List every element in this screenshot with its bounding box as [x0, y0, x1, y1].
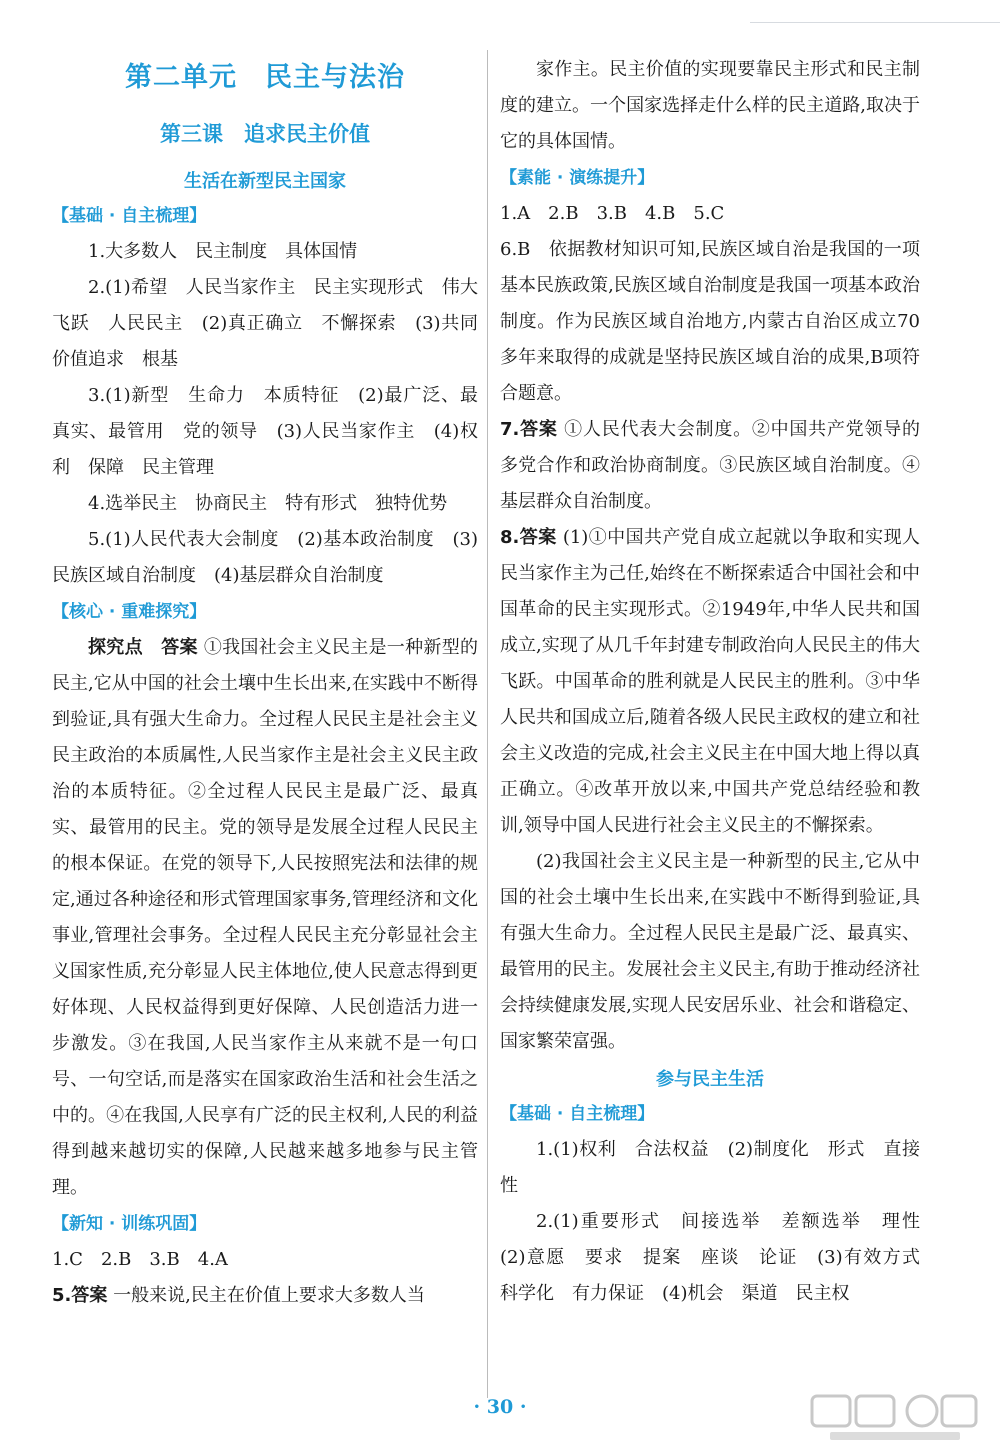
q5-answer [52, 1278, 478, 1314]
core-text: ①我国社会主义民主是一种新型的民主,它从中国的社会土壤中生长出来,在实践中不断得到验证,具有强大生命力。全过程人民民主是社会主义民主政治的本质属性,人民当家作主是社会主义民主政治的本质特征。②全过程人民民主是最广泛、最真实、最管用的民主。党的领导是发展全过程人民民主的根本保证。在党的领导下,人民按照宪法和法律的规定,通过各种途径和形式管理国家事务,管理经济和文化事业,管理社会事务。全过程人民民主充分彰显社会主义国家性质,充分彰显人民主体地位,使人民意志得到更好体现、人民权益得到更好保障、人民创造活力进一步激发。③在我国,人民当家作主从来就不是一句口号、一句空话,而是落实在国家政治生活和社会生活之中的。④在我国,人民享有广泛的民主权利,人民的利益得到越来越切实的保障,人民越来越多地参与民主管理。 [52, 637, 479, 1198]
new-answers: 1.C 2.B 3.B 4.A [52, 1249, 228, 1270]
q8-text: (1)①中国共产党自成立起就以争取和实现人民当家作主为己任,始终在不断探索适合中国社会和中国革命的民主实现形式。②1949年,中华人民共和国成立,实现了从几千年封建专制政治向人民民主的伟大飞跃。中国革命的胜利就是人民民主的胜利。③中华人民共和国成立后,随着各级人民民主政权的建立和社会主义改造的完成,社会主义民主在中国大地上得以真正确立。④改革开放以来,中国共产党总结经验和教训,领导中国人民进行社会主义民主的不懈探索。 [500, 527, 920, 836]
skill-header: 【素能 · 演练提升】 [500, 168, 655, 188]
basic-header: 【基础 · 自主梳理】 [52, 206, 207, 226]
section-title-1: 生活在新型民主国家 [184, 171, 346, 192]
unit-title: 第二单元 民主与法治 [125, 62, 405, 93]
section-title-2: 参与民主生活 [656, 1069, 764, 1090]
q8-label: 8.答案 [500, 527, 557, 548]
left-column [52, 52, 478, 1314]
core-answer [52, 630, 478, 1206]
q7-answer [500, 412, 920, 520]
q5-continuation: 家作主。民主价值的实现要靠民主形式和民主制度的建立。一个国家选择走什么样的民主道路,取决于它的具体国情。 [500, 59, 920, 152]
q8-answer-part2: (2)我国社会主义民主是一种新型的民主,它从中国的社会土壤中生长出来,在实践中不断得到验证,具有强大生命力。全过程人民民主是最广泛、最真实、最管用的民主。发展社会主义民主,有助于推动经济社会持续健康发展,实现人民安居乐业、社会和谐稳定、国家繁荣富强。 [500, 851, 920, 1052]
lesson-title: 第三课 追求民主价值 [160, 122, 370, 146]
basic2-item-1: 1.(1)权利 合法权益 (2)制度化 形式 直接性 [500, 1139, 920, 1196]
watermark-logo [810, 1392, 980, 1444]
core-label: 探究点 答案 [88, 637, 198, 658]
right-column [500, 52, 938, 1312]
new-header: 【新知 · 训练巩固】 [52, 1214, 207, 1234]
q5-text: 一般来说,民主在价值上要求大多数人当 [113, 1285, 425, 1306]
q6-answer: 6.B 依据教材知识可知,民族区域自治是我国的一项基本民族政策,民族区域自治制度是我国一项基本政治制度。作为民族区域自治地方,内蒙古自治区成立70多年来取得的成就是坚持民族区域自治的成果,B项符合题意。 [500, 239, 920, 404]
q7-text: ①人民代表大会制度。②中国共产党领导的多党合作和政治协商制度。③民族区域自治制度。④基层群众自治制度。 [500, 419, 920, 512]
basic-item-5: 5.(1)人民代表大会制度 (2)基本政治制度 (3)民族区域自治制度 (4)基层群众自治制度 [52, 529, 478, 586]
basic-item-3: 3.(1)新型 生命力 本质特征 (2)最广泛、最真实、最管用 党的领导 (3)人民当家作主 (4)权利 保障 民主管理 [52, 385, 478, 478]
q7-label: 7.答案 [500, 419, 558, 440]
basic2-item-2: 2.(1)重要形式 间接选举 差额选举 理性 (2)意愿 要求 提案 座谈 论证 (3)有效方式 科学化 有力保证 (4)机会 渠道 民主权 [500, 1211, 938, 1304]
column-divider [487, 50, 488, 1398]
top-rule [750, 22, 1000, 23]
q8-answer [500, 520, 920, 844]
basic-header-2: 【基础 · 自主梳理】 [500, 1104, 655, 1124]
core-header: 【核心 · 重难探究】 [52, 602, 207, 622]
q5-label: 5.答案 [52, 1285, 108, 1306]
page-number: · 30 · [473, 1396, 527, 1418]
basic-item-1: 1.大多数人 民主制度 具体国情 [88, 241, 358, 262]
basic-item-4: 4.选举民主 协商民主 特有形式 独特优势 [88, 493, 448, 514]
basic-item-2: 2.(1)希望 人民当家作主 民主实现形式 伟大飞跃 人民民主 (2)真正确立 不懈探索 (3)共同价值追求 根基 [52, 277, 478, 370]
skill-answers: 1.A 2.B 3.B 4.B 5.C [500, 203, 725, 224]
